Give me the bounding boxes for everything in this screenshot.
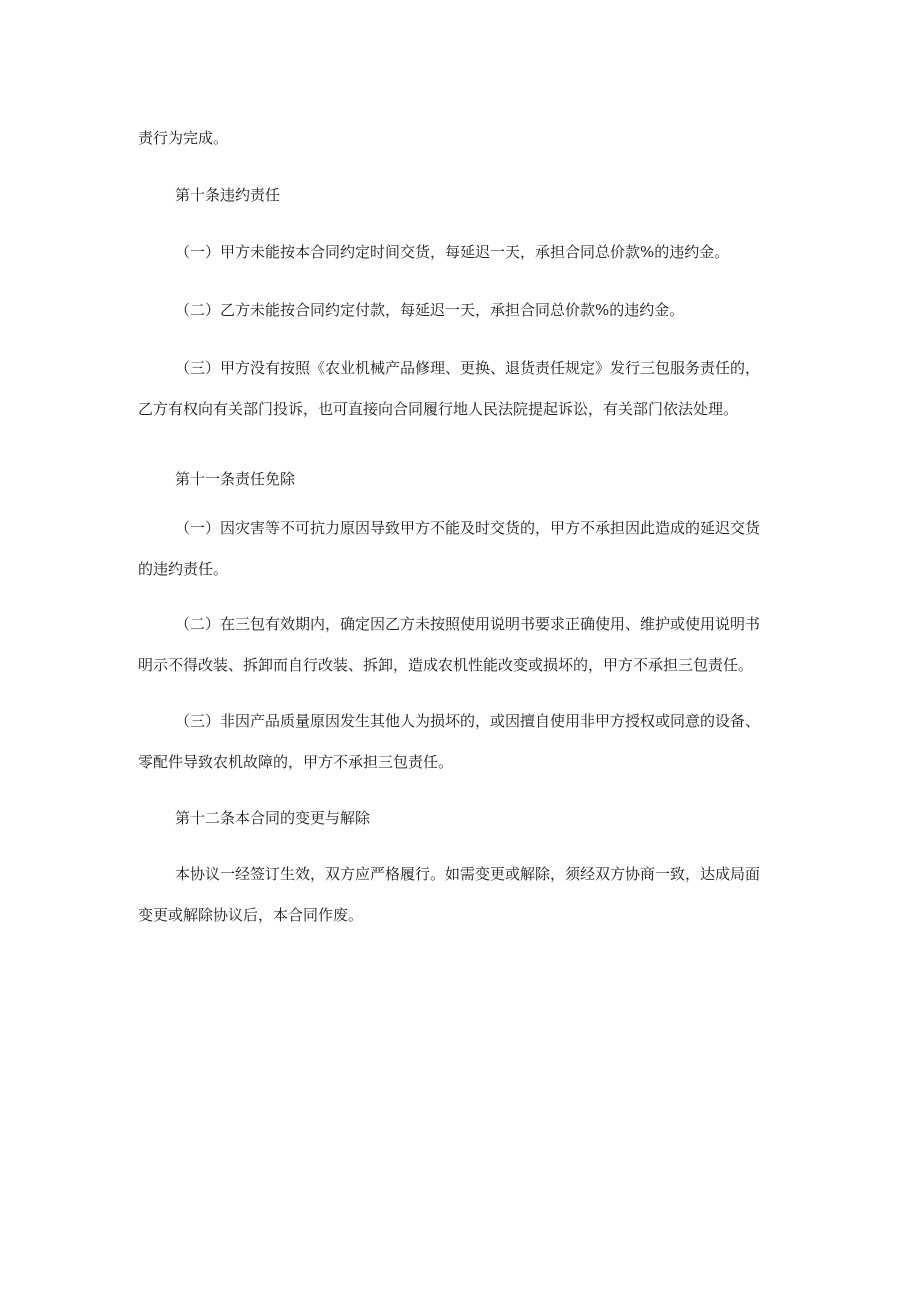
text-line: 本协议一经签订生效，双方应严格履行。如需变更或解除，须经双方协商一致，达成局面: [175, 865, 761, 883]
text-line: 变更或解除协议后，本合同作废。: [138, 906, 364, 924]
article-11-heading: [175, 465, 823, 493]
text-line: 乙方有权向有关部门投诉，也可直接向合同履行地人民法院提起诉讼，有关部门依法处理。: [138, 400, 739, 418]
article-10-clause-3: [138, 354, 786, 423]
text-line: （一）因灾害等不可抗力原因导致甲方不能及时交货的，甲方不承担因此造成的延迟交货: [175, 519, 761, 537]
article-10-clause-2: [175, 296, 823, 324]
text-line: 第十条违约责任: [175, 186, 281, 204]
text-line: （三）甲方没有按照《农业机械产品修理、更换、退货责任规定》发行三包服务责任的，: [175, 359, 761, 377]
text-line: 责行为完成。: [138, 129, 229, 147]
article-11-clause-3: [138, 707, 786, 776]
article-11-clause-1: [138, 514, 786, 583]
article-12-heading: [175, 804, 823, 832]
article-12-body: [138, 860, 786, 929]
text-line: （一）甲方未能按本合同约定时间交货，每延迟一天，承担合同总价款%的违约金。: [175, 243, 730, 261]
text-line: 的违约责任。: [138, 560, 229, 578]
text-line: 零配件导致农机故障的，甲方不承担三包责任。: [138, 753, 454, 771]
paragraph-continuation: [138, 124, 786, 152]
article-10-heading: [175, 181, 823, 209]
text-line: （二）在三包有效期内，确定因乙方未按照使用说明书要求正确使用、维护或使用说明书: [175, 615, 761, 633]
text-line: 明示不得改装、拆卸而自行改装、拆卸，造成农机性能改变或损坏的，甲方不承担三包责任。: [138, 656, 754, 674]
text-line: （二）乙方未能按合同约定付款，每延迟一天，承担合同总价款%的违约金。: [175, 301, 685, 319]
text-line: 第十一条责任免除: [175, 470, 296, 488]
text-line: 第十二条本合同的变更与解除: [175, 809, 371, 827]
article-11-clause-2: [138, 610, 786, 679]
text-line: （三）非因产品质量原因发生其他人为损坏的，或因擅自使用非甲方授权或同意的设备、: [175, 712, 761, 730]
article-10-clause-1: [175, 238, 823, 266]
